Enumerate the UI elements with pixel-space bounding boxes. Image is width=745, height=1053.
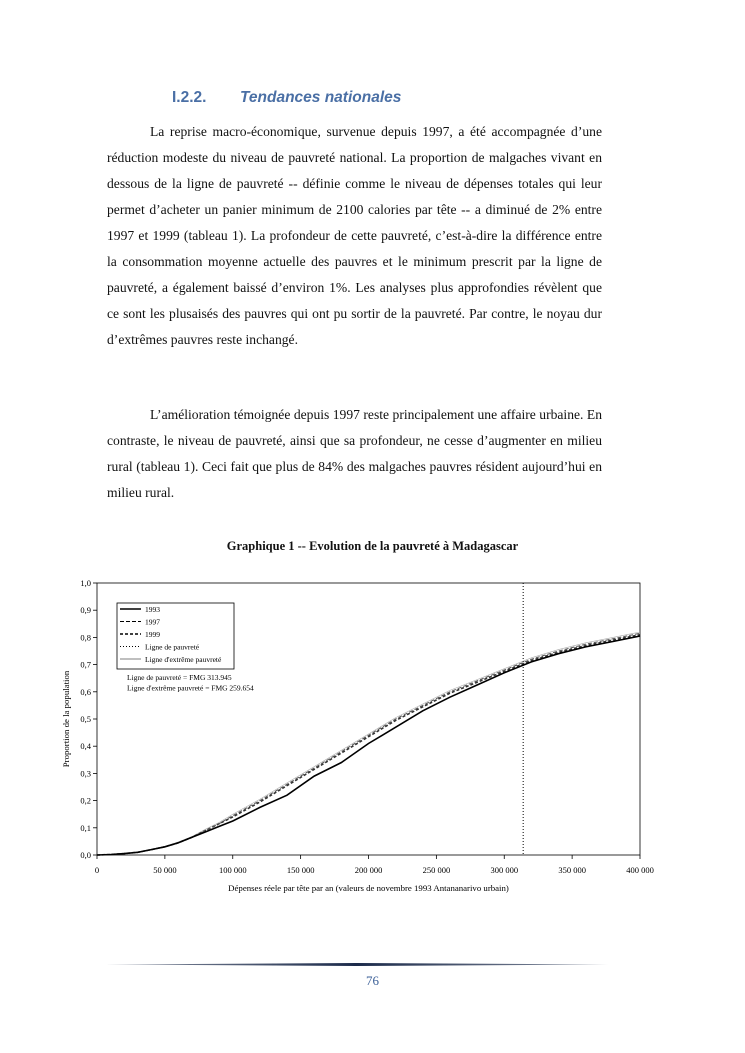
chart-title: Graphique 1 -- Evolution de la pauvreté à Madagascar (226, 539, 519, 553)
y-tick-label: 0,4 (80, 741, 91, 752)
y-tick-label: 0,0 (80, 850, 91, 860)
x-tick-label: 250 000 (422, 865, 451, 875)
y-tick-label: 1,0 (80, 578, 91, 588)
paragraph-text: L’amélioration témoignée depuis 1997 reste principalement une affaire urbaine. En contraste, le niveau de pauvreté, ainsi que sa profondeur, ne cesse d’augmenter en milieu rural (tableau 1). Ceci fait que plus de 84% des malgaches pauvres résident aujourd’hui en milieu rural. (107, 407, 602, 500)
y-tick-label: 0,9 (80, 605, 91, 616)
x-tick-label: 0 (94, 865, 100, 875)
legend-label: 1999 (145, 630, 160, 639)
chart-annotation: Ligne de pauvreté = FMG 313.945 (127, 673, 232, 682)
y-tick-label: 0,2 (80, 795, 91, 806)
x-tick-label: 200 000 (354, 865, 383, 875)
x-tick-label: 300 000 (490, 865, 519, 875)
y-tick-label: 0,8 (80, 632, 91, 643)
poverty-chart (0, 570, 745, 900)
chart-legend (117, 603, 234, 669)
x-axis-label: Dépenses réele par tête par an (valeurs de novembre 1993 Antananarivo urbain) (228, 883, 509, 893)
x-tick-label: 50 000 (153, 865, 177, 875)
paragraph-2 (107, 402, 602, 506)
chart-annotation: Ligne d'extrême pauvreté = FMG 259.654 (127, 683, 254, 693)
y-tick-label: 0,6 (80, 686, 91, 697)
footer-divider (105, 963, 608, 966)
y-tick-label: 0,3 (80, 768, 91, 779)
paragraph-1 (107, 119, 602, 353)
x-tick-label: 150 000 (286, 865, 315, 875)
section-heading (172, 89, 401, 107)
legend-label: 1997 (145, 617, 160, 627)
paragraph-text: La reprise macro-économique, survenue depuis 1997, a été accompagnée d’une réduction modeste du niveau de pauvreté national. La proportion de malgaches vivant en dessous de la ligne de pauvreté -- définie comme le niveau de dépenses totales qui leur permet d’acheter un panier minimum de 2100 calories par tête -- a diminué de 2% entre 1997 et 1999 (tableau 1). La profondeur de cette pauvreté, c’est-à-dire la différence entre la consommation moyenne actuelle des pauvres et le minimum prescrit par la ligne de pauvreté, a également baissé d’environ 1%. Les analyses plus approfondies révèlent que ce sont les plusaisés des pauvres qui ont pu sortir de la pauvreté. Par contre, le noyau dur d’extrêmes pauvres reste inchangé. (107, 124, 602, 347)
y-axis-label: Proportion de la population (61, 670, 71, 768)
legend-label: 1993 (145, 605, 160, 614)
page-number: 76 (366, 973, 379, 988)
legend-label: Ligne d'extrême pauvreté (145, 655, 222, 664)
x-tick-label: 400 000 (626, 865, 654, 875)
legend-label: Ligne de pauvreté (145, 642, 200, 652)
section-number: I.2.2. (172, 89, 207, 106)
y-tick-label: 0,5 (80, 714, 91, 724)
x-tick-label: 100 000 (218, 865, 247, 875)
y-tick-label: 0,7 (80, 659, 91, 670)
y-tick-label: 0,1 (80, 822, 91, 833)
x-tick-label: 350 000 (558, 865, 586, 875)
section-title: Tendances nationales (240, 89, 402, 106)
